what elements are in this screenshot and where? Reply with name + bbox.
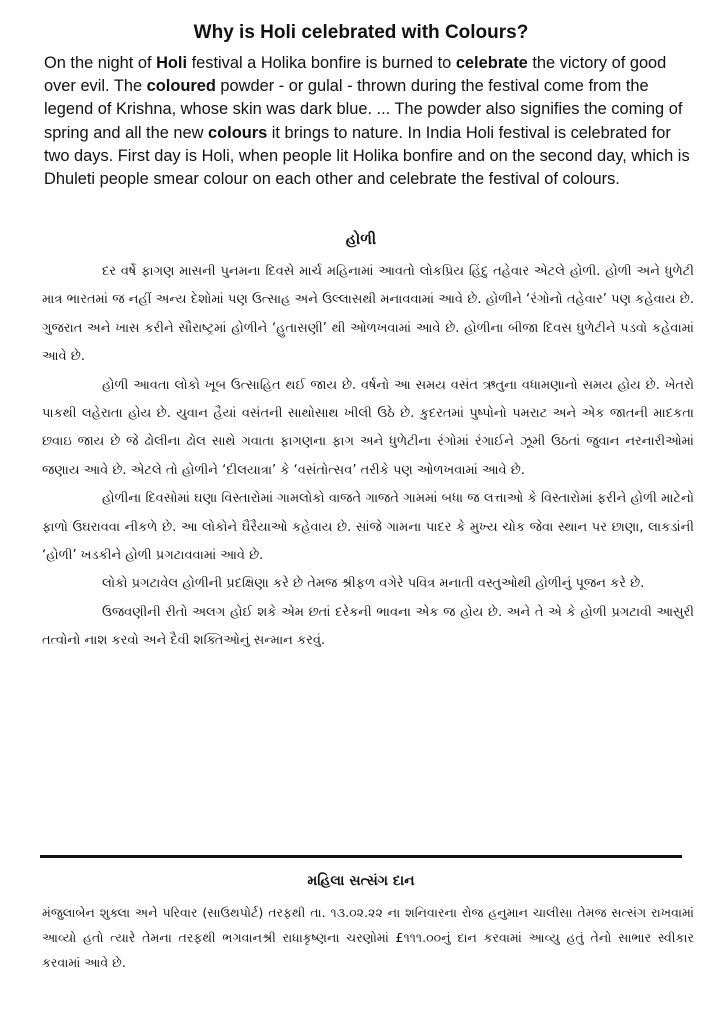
donation-title: મહિલા સત્સંગ દાન: [307, 873, 415, 889]
english-bold-colours: colours: [208, 123, 268, 142]
english-bold-coloured: coloured: [146, 77, 216, 96]
gujarati-paragraph-1: દર વર્ષે ફાગણ માસની પુનમના દિવસે માર્ચ મહિનામાં આવતો લોકપ્રિય હિંદુ તહેવાર એટલે હોળી. હોળી અને ધુળેટી માત્ર ભારતમાં જ નહીં અન્ય દેશોમાં પણ ઉત્સાહ અને ઉલ્લાસથી મનાવવામાં આવે છે. હોળીને ‘રંગોનો તહેવાર’ પણ કહેવાય છે. ગુજરાત અને ખાસ કરીને સૌરાષ્ટ્રમાં હોળીને ‘હુતાસણી’ થી ઓળખવામાં આવે છે. હોળીના બીજા દિવસ ધુળેટીને પડવો કહેવામાં આવે છે.: [42, 264, 694, 365]
gujarati-article: [42, 258, 694, 656]
gujarati-paragraph-3: હોળીના દિવસોમાં ઘણા વિસ્તારોમાં ગામલોકો વાજતે ગાજતે ગામમાં બધા જ લત્તાઓ કે વિસ્તારોમાં ફરીને હોળી માટેનો ફાળો ઉઘરાવવા નીકળે છે. આ લોકોને ઘૈરૈયાઓ કહેવાય છે. સાંજે ગામના પાદર કે મુખ્ય ચોક જેવા સ્થાન પર છાણા, લાકડાંની ‘હોળી’ ખડકીને હોળી પ્રગટાવવામાં આવે છે.: [42, 491, 694, 564]
gujarati-paragraph-5: ઉજવણીની રીતો અલગ હોઈ શકે એમ છતાં દરેકની ભાવના એક જ હોય છે. અને તે એ કે હોળી પ્રગટાવી આસુરી તત્વોનો નાશ કરવો અને દૈવી શક્તિઓનું સન્માન કરવું.: [42, 604, 694, 649]
english-bold-celebrate: celebrate: [455, 54, 528, 72]
english-bold-holi: Holi: [156, 54, 188, 72]
english-segment: the victory of good over evil. The: [44, 54, 667, 96]
gujarati-paragraph-2: હોળી આવતા લોકો ખૂબ ઉત્સાહિત થઈ જાય છે. વર્ષનો આ સમય વસંત ઋતુના વધામણાનો સમય હોય છે. ખેતરો પાકથી લહેરાતા હોય છે. યુવાન હૈયાં વસંતની સાથોસાથ ખીલી ઉઠે છે. કુદરતમાં પુષ્પોનો પમરાટ અને એક જાતની માદકતા છવાઇ જાય છે જે ઢોલીના ઢોલ સાથે ગવાતા ફાગણના ફાગ અને ધુળેટીના રંગોમાં રંગાઈને ઝૂમી ઉઠતાં જુવાન નરનારીઓમાં જણાય આવે છે. એટલે તો હોળીને ‘દીલયાત્રા’ કે ‘વસંતોત્સવ’ તરીકે પણ ઓળખવામાં આવે છે.: [42, 377, 694, 478]
donation-text: મંજુલાબેન શુક્લા અને પરિવાર (સાઉથપોર્ટ) તરફથી તા. ૧૩.૦૨.૨૨ ના શનિવારના રોજ હનુમાન ચાલીસા તેમજ સત્સંગ રાખવામાં આવ્યો હતો ત્યારે તેમના તરફથી ભગવાનશ્રી રાધાકૃષ્ણના ચરણોમાં £૧૧૧.૦૦નું દાન કરવામાં આવ્યુ હતું તેનો સાભાર સ્વીકાર કરવામાં આવે છે.: [42, 905, 694, 970]
english-segment: it brings to nature. In India Holi festival is celebrated for two days. First day is Holi, when people lit Holika bonfire and on the second day, which is Dhuleti people smear colour on each other and celebrate the festival of colours.: [44, 123, 690, 189]
gujarati-title: હોળી: [345, 230, 377, 248]
english-segment: festival a Holika bonfire is burned to: [187, 54, 456, 72]
english-paragraph: [44, 52, 694, 191]
section-divider: [40, 855, 682, 858]
english-segment: powder - or gulal - thrown during the festival come from the legend of Krishna, whose skin was dark blue. ... The powder also signifies the coming of spring and all the new: [44, 77, 683, 142]
gujarati-paragraph-4: લોકો પ્રગટાવેલ હોળીની પ્રદક્ષિણા કરે છે તેમજ શ્રીફળ વગેરે પવિત્ર મનાતી વસ્તુઓથી હોળીનું પૂજન કરે છે.: [102, 576, 645, 592]
english-segment: On the night of: [44, 54, 157, 72]
english-title: Why is Holi celebrated with Colours?: [193, 22, 529, 43]
